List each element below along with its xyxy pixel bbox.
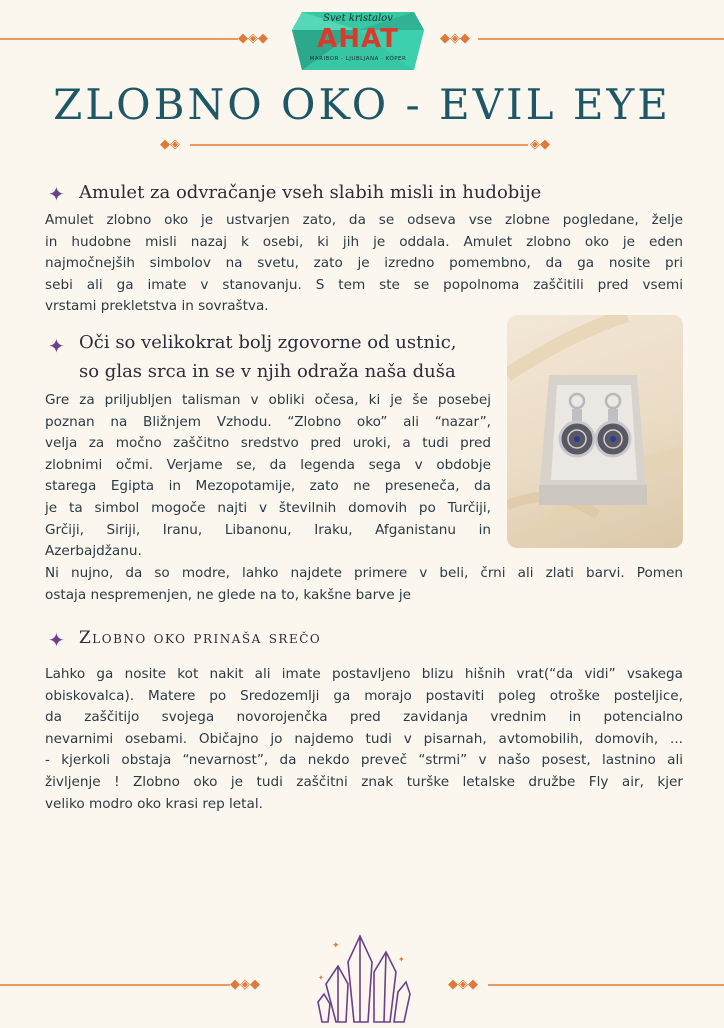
paragraph-line: Gre za priljubljen talisman v obliki očesa, ki je še posebej [45, 392, 491, 408]
paragraph-line: sebi ali ga imate v stanovanju. S tem ste se popolnoma zaščitili pred vsemi [45, 276, 683, 293]
sparkle-icon: ✦ [48, 628, 65, 652]
section-heading: Zlobno oko prinaša srečo [79, 628, 322, 648]
paragraph-line: velja za močno zaščitno sredstvo pred uroki, a tudi pred [45, 435, 491, 452]
paragraph-line: je ta simbol mogoče najti v številnih domovih po Turčiji, [45, 499, 491, 516]
section-paragraph [45, 390, 491, 563]
sparkle-icon: ✦ [48, 182, 65, 206]
paragraph-line: da zaščitijo svojega novorojenčka pred zavidanja vrednim in potencialno [45, 709, 683, 726]
paragraph-line: življenje ! Zlobno oko je tudi zaščitni znak turške letalske družbe Fly air, kjer [45, 773, 683, 790]
paragraph-line: Lahko ga nosite kot nakit ali imate postavljeno blizu hišnih vrat(“da vidi” vsakega [45, 666, 683, 682]
title-flourish-right: ◈◆ [530, 137, 550, 152]
logo-brand: AHAT [317, 24, 399, 54]
paragraph-line: Ni nujno, da so modre, lahko najdete primere v beli, črni ali zlati barvi. Pomen [45, 565, 683, 581]
bottom-flourish-right: ◆◈◆ [448, 977, 478, 992]
logo-top-text: Svet kristalov [323, 13, 393, 24]
top-divider-left [0, 38, 238, 40]
section-paragraph [45, 210, 683, 318]
crystal-cluster-icon [314, 922, 414, 1024]
earrings-photo [507, 315, 683, 548]
paragraph-line: Grčiji, Siriji, Iranu, Libanonu, Iraku, Afganistanu in [45, 521, 491, 538]
paragraph-line: veliko modro oko krasi rep letal. [45, 795, 263, 812]
paragraph-line: starega Egipta in Mezopotamije, zato ne preseneča, da [45, 478, 491, 495]
top-flourish-right: ◆◈◆ [440, 31, 470, 46]
section-paragraph [45, 664, 683, 815]
bottom-flourish-left: ◆◈◆ [230, 977, 260, 992]
paragraph-line: Amulet zlobno oko je ustvarjen zato, da se odseva vse zlobne pogledane, želje [45, 212, 683, 228]
paragraph-line: ostaja nespremenjen, ne glede na to, kakšne barve je [45, 586, 412, 603]
paragraph-line: najmočnejših simbolov na svetu, zato je izredno pomembno, da ga nosite pri [45, 255, 683, 272]
section-heading-line1: Oči so velikokrat bolj zgovorne od ustnic, [79, 332, 457, 353]
title-divider [190, 144, 528, 146]
section-heading: Amulet za odvračanje vseh slabih misli in hudobije [79, 182, 542, 203]
page-title: ZLOBNO OKO - EVIL EYE [53, 80, 671, 129]
bottom-divider-left [0, 984, 230, 986]
bottom-divider-right [488, 984, 724, 986]
svg-text:✦: ✦ [318, 974, 324, 982]
brand-logo [292, 12, 424, 70]
paragraph-line: poznan na Bližnjem Vzhodu. “Zlobno oko” ali “nazar”, [45, 413, 491, 430]
top-flourish-left: ◆◈◆ [238, 31, 268, 46]
section-paragraph-tail [45, 563, 683, 606]
paragraph-line: - kjerkoli obstaja “nevarnost”, da nekdo preveč “strmi” v našo posest, lastnino ali [45, 752, 683, 769]
top-divider-right [478, 38, 724, 40]
section-heading-line2: so glas srca in se v njih odraža naša duša [79, 361, 456, 382]
svg-text:✦: ✦ [398, 955, 405, 964]
paragraph-line: nevarnimi osebami. Običajno jo najdemo tudi v pisarnah, avtomobilih, domovih, ... [45, 730, 683, 747]
paragraph-line: obiskovalca). Matere po Sredozemlji ga morajo postaviti poleg otroške posteljice, [45, 687, 683, 704]
paragraph-line: Azerbajdžanu. [45, 543, 142, 560]
sparkle-icon: ✦ [48, 334, 65, 358]
paragraph-line: zlobnimi očmi. Verjame se, da legenda sega v obdobje [45, 456, 491, 473]
svg-text:✦: ✦ [332, 941, 340, 951]
paragraph-line: in hudobne misli nazaj k osebi, ki jih je oddala. Amulet zlobno oko je eden [45, 233, 683, 250]
paragraph-line: vrstami prekletstva in sovraštva. [45, 298, 269, 315]
logo-bottom-text: MARIBOR · LJUBLJANA · KOPER [309, 56, 407, 62]
title-flourish-left: ◆◈ [160, 137, 180, 152]
